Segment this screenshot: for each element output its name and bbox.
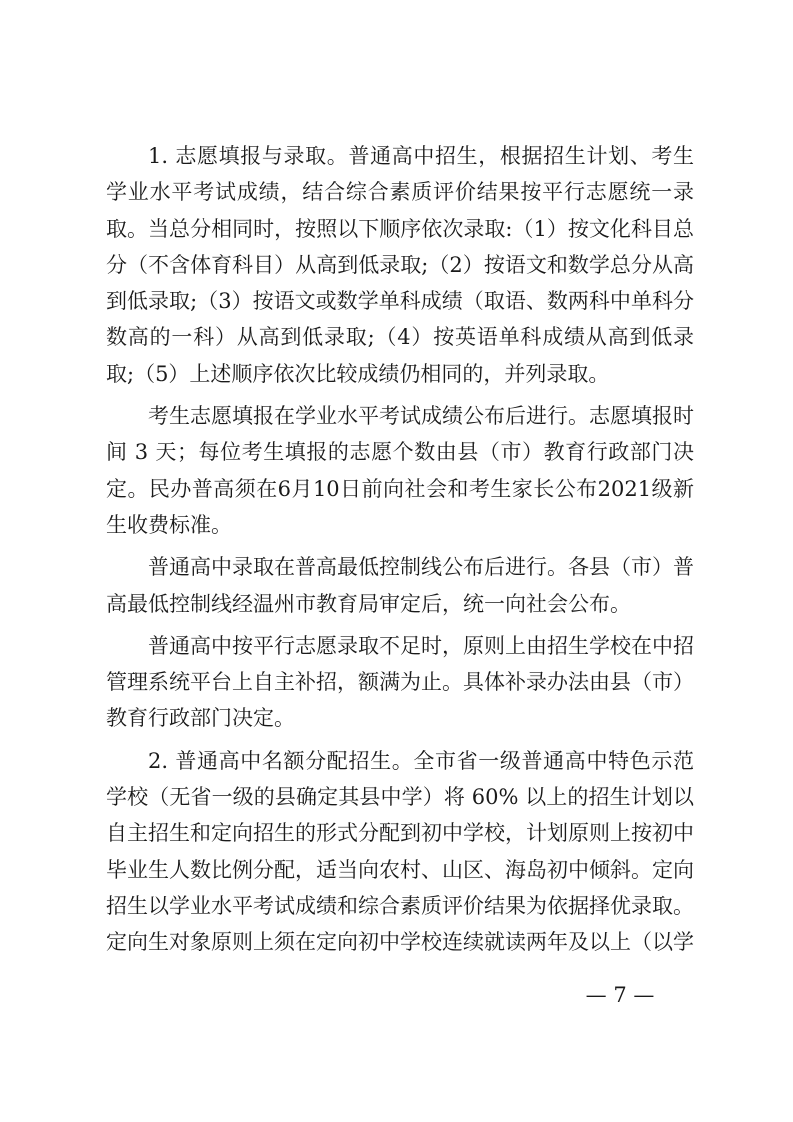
page-number: — 7 — [585,983,655,1007]
paragraph-supplementary-admission: 普通高中按平行志愿录取不足时，原则上由招生学校在中招管理系统平台上自主补招，额满为止。具体补录办法由县（市）教育行政部门决定。 [106,633,694,731]
paragraph-application-timing: 考生志愿填报在学业水平考试成绩公布后进行。志愿填报时间 3 天；每位考生填报的志愿个数由县（市）教育行政部门决定。民办普高须在6月10日前向社会和考生家长公布2021级新生收费标准。 [106,404,694,537]
body-text [106,138,694,961]
paragraph-quota-allocation: 2. 普通高中名额分配招生。全市省一级普通高中特色示范学校（无省一级的县确定其县中学）将 60% 以上的招生计划以自主招生和定向招生的形式分配到初中学校，计划原则上按初中毕业生人数比例分配，适当向农村、山区、海岛初中倾斜。定向招生以学业水平考试成绩和综合素质评价结果为依据择优录取。定向生对象原则上须在定向初中学校连续就读两年及以上（以学 [106,748,694,955]
paragraph-admission-rules: 1. 志愿填报与录取。普通高中招生，根据招生计划、考生学业水平考试成绩，结合综合素质评价结果按平行志愿统一录取。当总分相同时，按照以下顺序依次录取:（1）按文化科目总分（不含体育科目）从高到低录取;（2）按语文和数学总分从高到低录取;（3）按语文或数学单科成绩（取语、数两科中单科分数高的一科）从高到低录取;（4）按英语单科成绩从高到低录取;（5）上述顺序依次比较成绩仍相同的，并列录取。 [106,144,694,386]
paragraph-minimum-control-line: 普通高中录取在普高最低控制线公布后进行。各县（市）普高最低控制线经温州市教育局审定后，统一向社会公布。 [106,555,694,616]
